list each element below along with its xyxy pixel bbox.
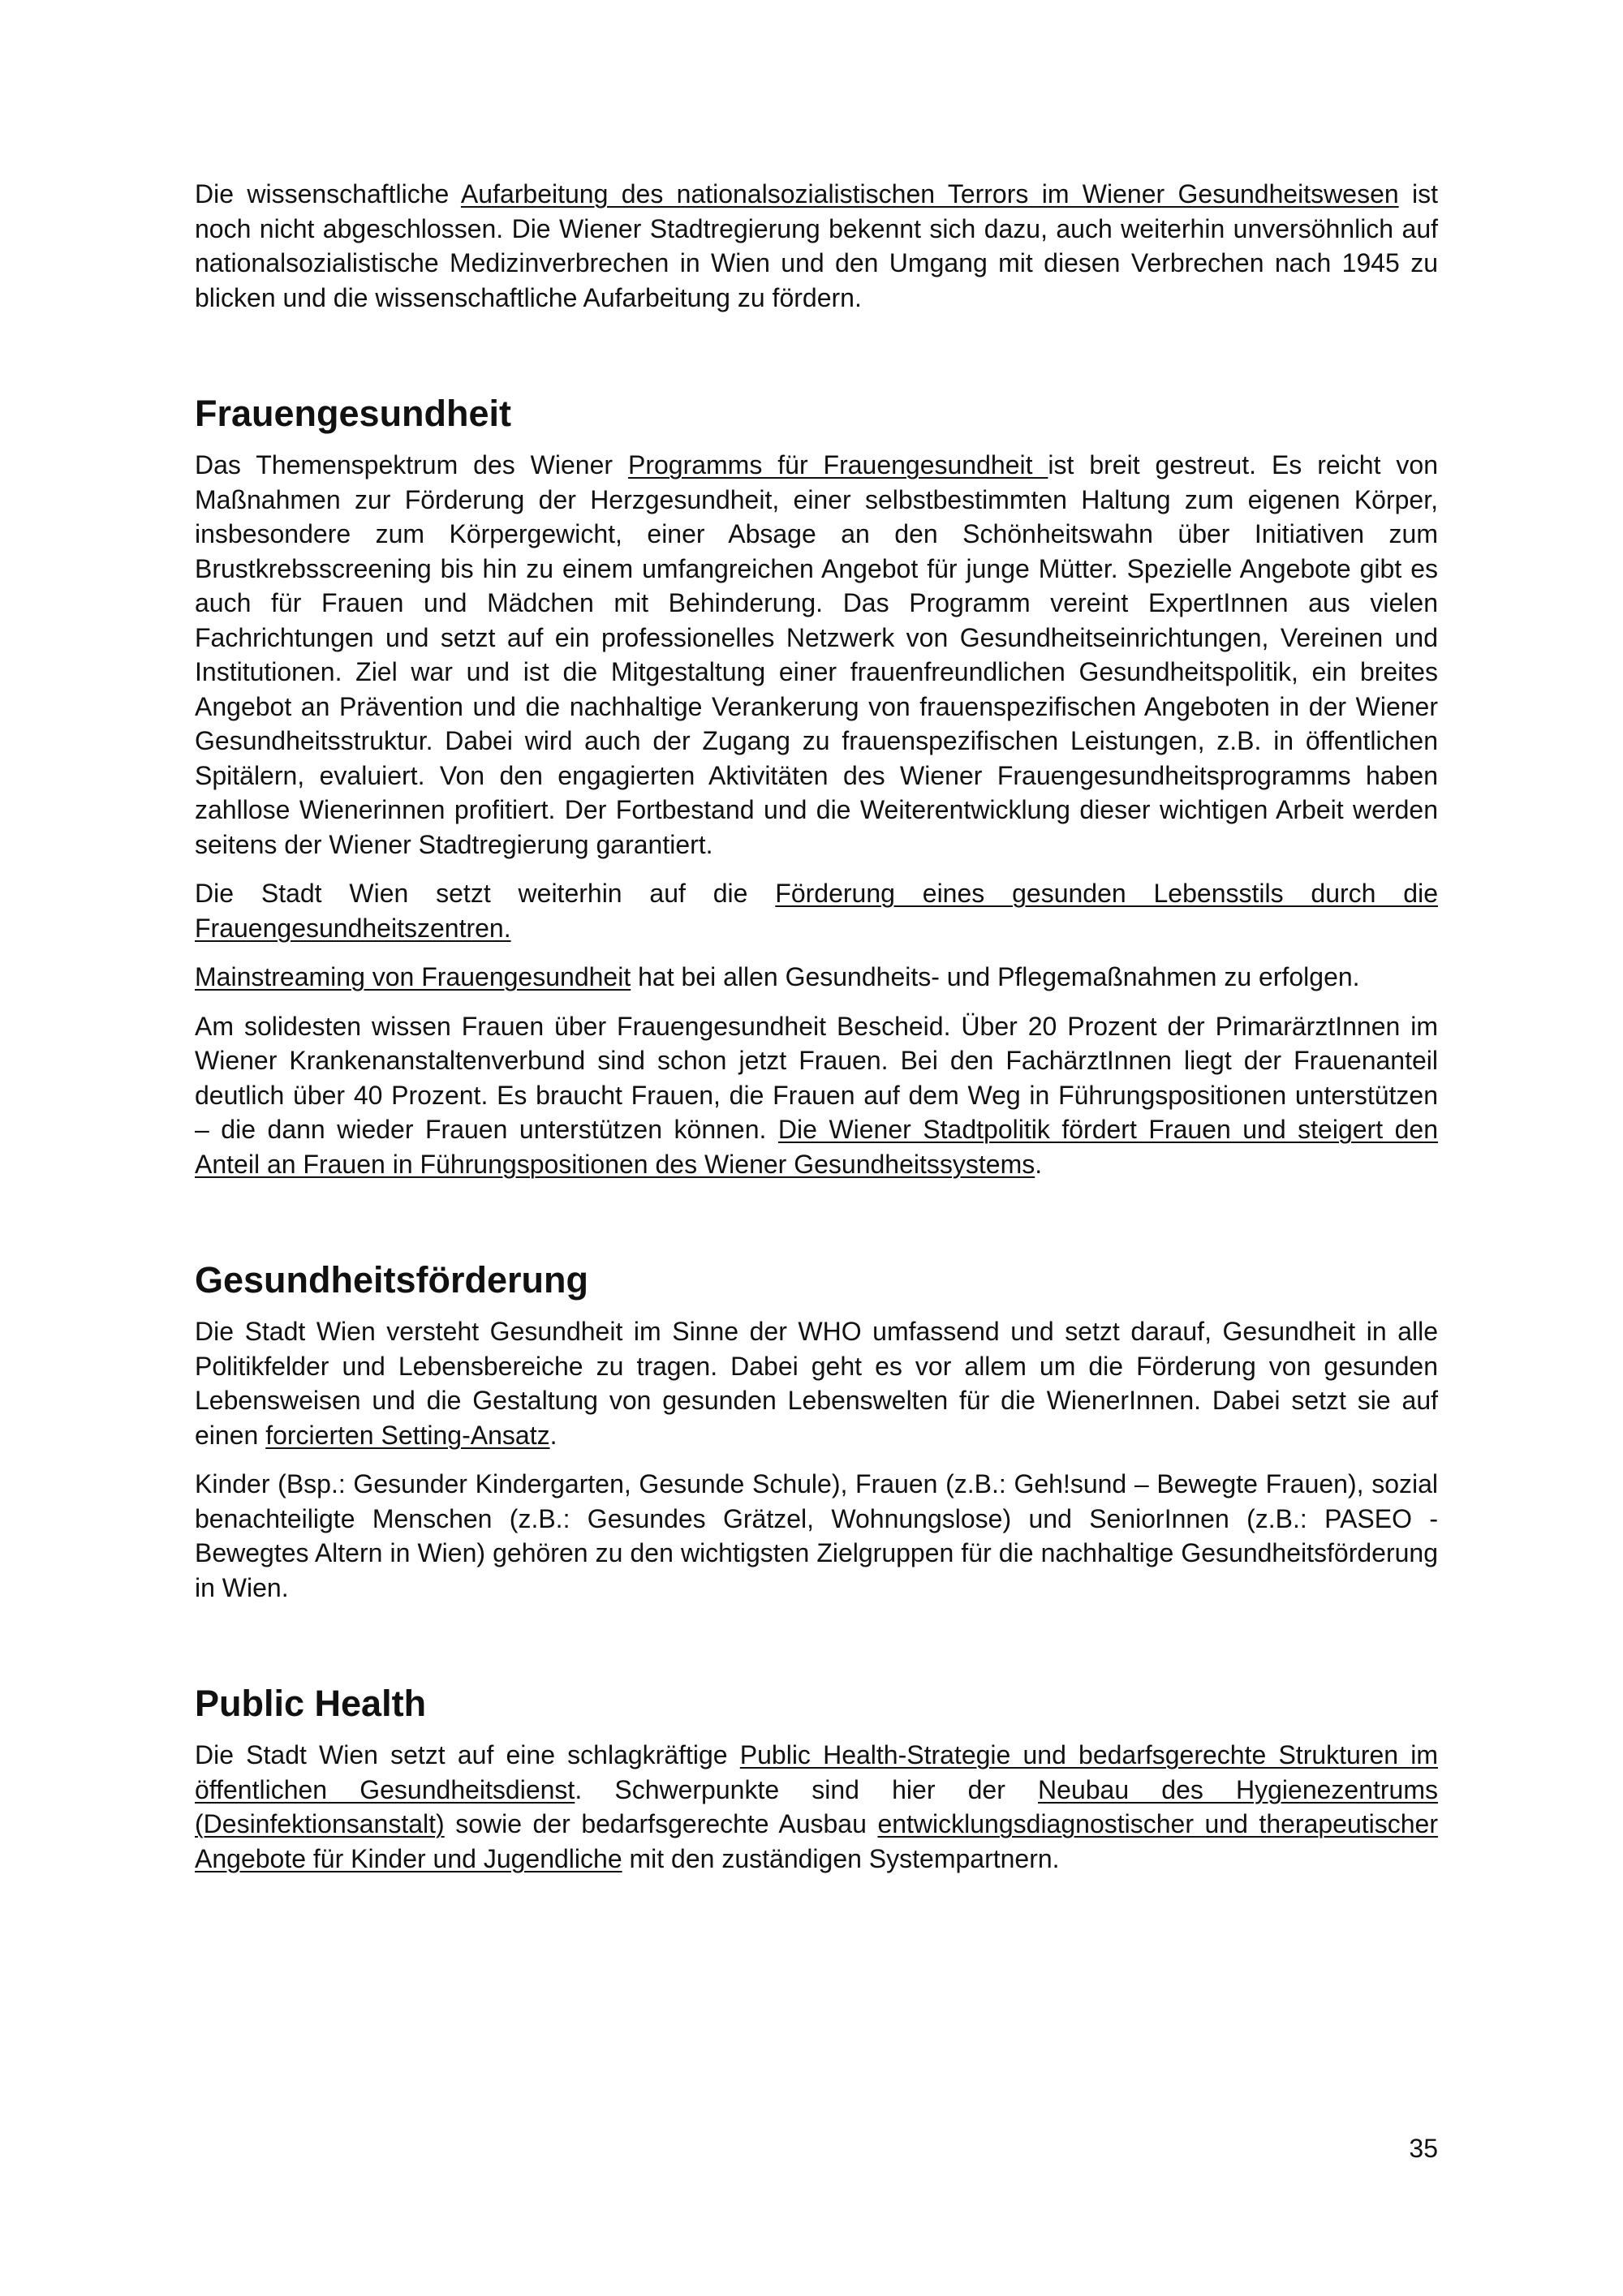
text-run: ist breit gestreut. Es reicht von Maßnahmen zur Förderung der Herzgesundheit, einer selbstbestimmten Haltung zum eigenen Körper, insbesondere zum Körpergewicht, einer Absage an den Schönheitswahn über Initiativen zum Brustkrebsscreening bis hin zu einem umfangreichen Angebot für junge Mütter. Spezielle Angebote gibt es auch für Frauen und Mädchen mit Behinderung. Das Programm vereint ExpertInnen aus vielen Fachrichtungen und setzt auf ein professionelles Netzwerk von Gesundheitseinrichtungen, Vereinen und Institutionen. Ziel war und ist die Mitgestaltung einer frauenfreundlichen Gesundheitspolitik, ein breites Angebot an Prävention und die nachhaltige Verankerung von frauenspezifischen Angeboten in der Wiener Gesundheitsstruktur. Dabei wird auch der Zugang zu frauenspezifischen Leistungen, z.B. in öffentlichen Spitälern, evaluiert. Von den engagierten Aktivitäten des Wiener Frauengesundheitsprogramms haben zahllose Wienerinnen profitiert. Der Fortbestand und die Weiterentwicklung dieser wichtigen Arbeit werden seitens der Wiener Stadtregierung garantiert. — [195, 450, 1439, 859]
text-run: Die Stadt Wien setzt auf eine schlagkräftige — [195, 1740, 740, 1769]
frauen-paragraph-2 — [195, 876, 1438, 945]
underlined-phrase: Förderung eines gesunden Lebensstils durch die Frauengesundheitszentren. — [195, 879, 1439, 943]
underlined-phrase: Neubau des Hygienezentrums (Desinfektionsanstalt) — [195, 1774, 1439, 1838]
intro-paragraph — [195, 177, 1438, 315]
section-heading-frauengesundheit: Frauengesundheit — [195, 393, 512, 434]
section-gap — [195, 1619, 1438, 1681]
underlined-phrase: Aufarbeitung des nationalsozialistischen Terrors im Wiener Gesundheitswesen — [460, 179, 1399, 209]
underlined-phrase: Die Wiener Stadtpolitik fördert Frauen und steigert den Anteil an Frauen in Führungspositionen des Wiener Gesundheitssystems — [195, 1115, 1439, 1179]
underlined-phrase: entwicklungsdiagnostischer und therapeutischer Angebote für Kinder und Jugendliche — [195, 1809, 1439, 1873]
text-run: Die Stadt Wien versteht Gesundheit im Sinne der WHO umfassend und setzt darauf, Gesundheit in alle Politikfelder und Lebensbereiche zu tragen. Dabei geht es vor allem um die Förderung von gesunden Lebensweisen und die Gestaltung von gesunden Lebenswelten für die WienerInnen. Dabei setzt sie auf einen — [195, 1317, 1438, 1450]
underlined-phrase: Programms für Frauengesundheit — [627, 450, 1048, 479]
section-heading-public-health: Public Health — [195, 1683, 427, 1724]
text-run: . — [549, 1420, 558, 1450]
text-run: Die Stadt Wien setzt weiterhin auf die — [195, 879, 776, 908]
section-gap — [195, 329, 1438, 391]
frauen-paragraph-1 — [195, 448, 1438, 862]
underlined-phrase: Public Health-Strategie und bedarfsgerechte Strukturen im öffentlichen Gesundheitsdienst — [195, 1740, 1439, 1804]
text-run: mit den zuständigen Systempartnern. — [622, 1843, 1060, 1873]
text-run: hat bei allen Gesundheits- und Pflegemaßnahmen zu erfolgen. — [631, 962, 1360, 991]
frauen-paragraph-4 — [195, 1009, 1438, 1182]
text-run: Die wissenschaftliche — [195, 179, 461, 209]
underlined-phrase: Mainstreaming von Frauengesundheit — [195, 962, 631, 991]
underlined-phrase: forcierten Setting-Ansatz — [265, 1420, 550, 1450]
text-run: . Schwerpunkte sind hier der — [575, 1774, 1039, 1804]
section-gap — [195, 1196, 1438, 1258]
text-run: Am solidesten wissen Frauen über Frauengesundheit Bescheid. Über 20 Prozent der PrimarärztInnen im Wiener Krankenanstaltenverbund sind schon jetzt Frauen. Bei den FachärztInnen liegt der Frauenanteil deutlich über 40 Prozent. Es braucht Frauen, die Frauen auf dem Weg in Führungspositionen unterstützen – die dann wieder Frauen unterstützen können. — [195, 1011, 1438, 1144]
text-run: . — [1035, 1149, 1043, 1179]
text-run: ist noch nicht abgeschlossen. Die Wiener Stadtregierung bekennt sich dazu, auch weiterhin unversöhnlich auf nationalsozialistische Medizinverbrechen in Wien und den Umgang mit diesen Verbrechen nach 1945 zu blicken und die wissenschaftliche Aufarbeitung zu fördern. — [195, 179, 1439, 312]
text-run: sowie der bedarfsgerechte Ausbau — [444, 1809, 878, 1838]
frauen-paragraph-3 — [195, 960, 1438, 995]
gf-paragraph-2: Kinder (Bsp.: Gesunder Kindergarten, Gesunde Schule), Frauen (z.B.: Geh!sund – Bewegte Frauen), sozial benachteiligte Menschen (z.B.: Gesundes Grätzel, Wohnungslose) und SeniorInnen (z.B.: PASEO - Bewegtes Altern in Wien) gehören zu den wichtigsten Zielgruppen für die nachhaltige Gesundheitsförderung in Wien. — [195, 1469, 1438, 1602]
ph-paragraph-1 — [195, 1738, 1438, 1876]
page-number: 35 — [1409, 2134, 1438, 2163]
document-page — [195, 177, 1438, 1890]
text-run: Das Themenspektrum des Wiener — [195, 450, 628, 479]
gf-paragraph-1 — [195, 1314, 1438, 1452]
section-heading-gesundheitsfoerderung: Gesundheitsförderung — [195, 1259, 589, 1301]
